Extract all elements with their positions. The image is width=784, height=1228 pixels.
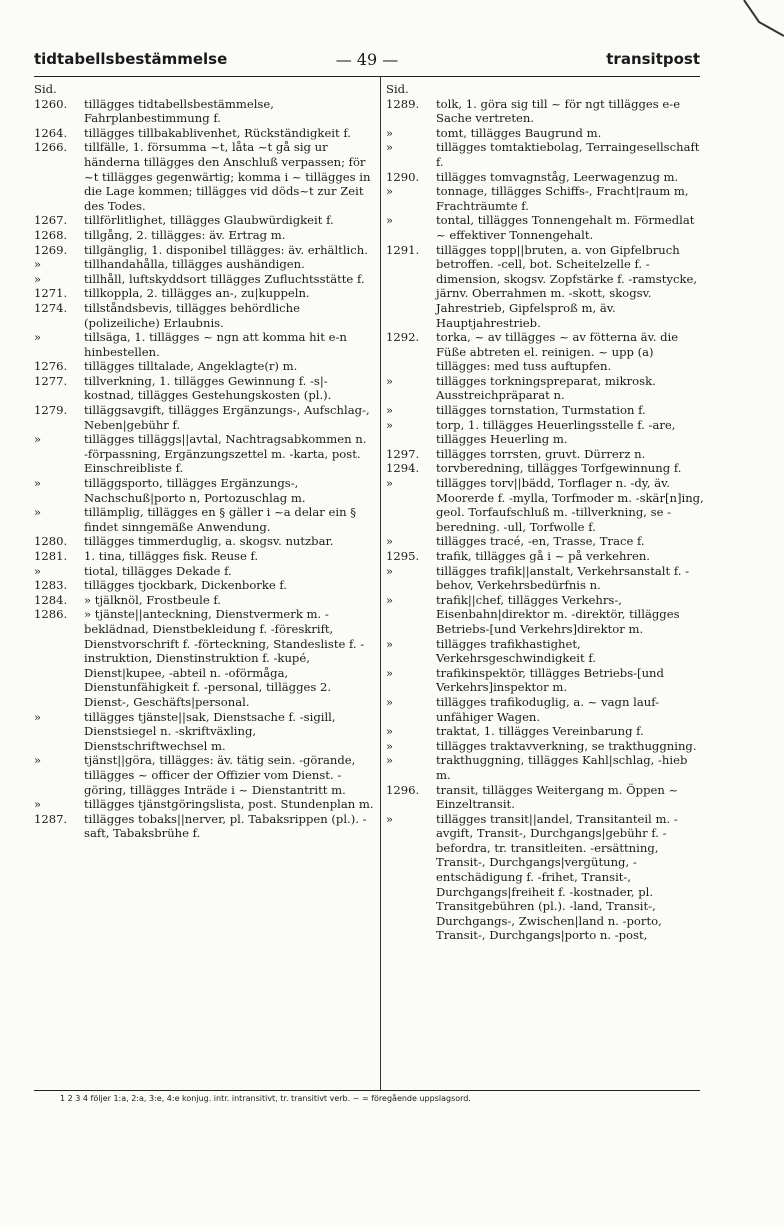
dictionary-entry (34, 564, 374, 579)
entry-text: tjänst||göra, tillägges: äv. tätig sein. -görande, tillägges ~ officer der Offizier vom Dienst. -göring, tillägges Inträde i ~ Dienstantritt m. (84, 753, 356, 797)
entry-text: tillägges trafik||anstalt, Verkehrsanstalt f. -behov, Verkehrsbedürfnis n. (436, 563, 690, 593)
dictionary-entry (34, 476, 374, 505)
entry-page-ref: 1294. (386, 461, 420, 476)
entry-text: tillägges tilläggs||avtal, Nachtragsabkommen n. -förpassning, Ergänzungszettel m. -karta, post. Einschreibliste f. (84, 432, 367, 476)
entry-page-ref: 1287. (34, 811, 68, 826)
entry-text: » tjänste||anteckning, Dienstvermerk m. -beklädnad, Dienstbekleidung f. -föreskrift, Dienstvorschrift f. -förteckning, Standesliste f. -instruktion, Dienstinstruktion f. -kupé, Dienst|kupee, -abteil n. -oförmåga, Dienstunfähigkeit f. -personal, tillägges 2. Dienst-, Geschäfts|personal. (84, 607, 365, 709)
entry-page-ref: 1271. (34, 286, 68, 301)
entry-page-ref: 1276. (34, 359, 68, 374)
entry-page-ref: 1274. (34, 300, 68, 315)
entry-text: tillämplig, tillägges en § gäller i ~a delar ein § findet sinngemäße Anwendung. (84, 505, 357, 534)
dictionary-entry (34, 330, 374, 359)
dictionary-entry (386, 549, 704, 564)
dictionary-entry (34, 812, 374, 841)
entry-text: tillägges traktavverkning, se trakthuggning. (436, 738, 697, 753)
dictionary-entry (34, 228, 374, 243)
dictionary-entry (386, 724, 704, 739)
entry-page-ref: 1286. (34, 607, 68, 622)
dictionary-entry (386, 695, 704, 724)
entry-page-ref: » (34, 257, 42, 272)
entry-page-ref: 1284. (34, 592, 68, 607)
entry-page-ref: 1296. (386, 782, 420, 797)
entry-page-ref: » (386, 417, 394, 432)
dictionary-entry (34, 374, 374, 403)
dictionary-entry (34, 126, 374, 141)
dictionary-entry (386, 637, 704, 666)
dictionary-entry (386, 418, 704, 447)
header-rule (34, 76, 700, 77)
entry-text: tillägges tornstation, Turmstation f. (436, 403, 646, 418)
entry-page-ref: 1283. (34, 578, 68, 593)
dictionary-entry (34, 359, 374, 374)
entry-page-ref: » (386, 403, 394, 418)
entry-page-ref: » (34, 797, 42, 812)
entry-page-ref: » (34, 330, 42, 345)
entry-page-ref: 1289. (386, 96, 420, 111)
footnote: 1 2 3 4 följer 1:a, 2:a, 3:e, 4:e konjug. intr. intransitivt, tr. transitivt verb. ~ = föregående uppslagsord. (60, 1094, 471, 1103)
dictionary-entry (386, 739, 704, 754)
entry-text: tillägges trafikoduglig, a. ~ vagn lauf-unfähiger Wagen. (436, 694, 660, 724)
entry-page-ref: 1281. (34, 549, 68, 563)
entry-text: tillägges tjänstgöringslista, post. Stundenplan m. (84, 797, 374, 812)
entry-text: tillägges torkningspreparat, mikrosk. Ausstreichpräparat n. (436, 373, 656, 403)
dictionary-entry (386, 534, 704, 549)
entry-text: 1. tina, tillägges fisk. Reuse f. (84, 549, 259, 563)
dictionary-entry (34, 593, 374, 608)
header-right-keyword: transitpost (606, 50, 700, 68)
entry-page-ref: » (34, 271, 42, 286)
dictionary-entry (34, 82, 374, 97)
dictionary-entry (34, 213, 374, 228)
entry-page-ref: » (386, 665, 394, 680)
entry-text: tillägges tjockbark, Dickenborke f. (84, 578, 287, 593)
entry-text: tonnage, tillägges Schiffs-, Fracht|raum m, Frachträumte f. (436, 184, 689, 213)
entry-page-ref: 1292. (386, 330, 420, 345)
entry-page-ref: » (386, 753, 394, 768)
entry-page-ref: 1297. (386, 446, 420, 461)
entry-text: tillhåll, luftskyddsort tillägges Zufluchtsstätte f. (84, 271, 365, 286)
column-divider (380, 76, 381, 1090)
entry-text: tillägges tilltalade, Angeklagte(r) m. (84, 359, 298, 374)
entry-text: transit, tillägges Weitergang m. Öppen ~ Einzeltransit. (436, 782, 679, 812)
dictionary-entry (386, 476, 704, 534)
entry-page-ref: » (386, 476, 394, 491)
dictionary-entry (34, 578, 374, 593)
dictionary-entry (34, 286, 374, 301)
entry-page-ref: » (34, 563, 42, 578)
entry-text: tiotal, tillägges Dekade f. (84, 563, 232, 578)
entry-page-ref: » (386, 636, 394, 651)
entry-text: tillverkning, 1. tillägges Gewinnung f. -s|-kostnad, tillägges Gestehungskosten (pl.). (84, 373, 332, 403)
entry-page-ref: 1260. (34, 96, 68, 111)
entry-text: torp, 1. tillägges Heuerlingsstelle f. -are, tillägges Heuerling m. (436, 417, 676, 447)
dictionary-entry (386, 126, 704, 141)
entry-page-ref: 1269. (34, 242, 68, 257)
entry-page-ref: » (34, 505, 42, 520)
entry-text: tillfälle, 1. försumma ~t, låta ~t gå sig ur händerna tillägges den Anschluß verpassen; för ~t tillägges gegenwärtig; komma i ~ tillägges in die Lage kommen; tillägges vid döds~t zur Zeit des Todes. (84, 140, 371, 213)
entry-page-ref: 1264. (34, 125, 68, 140)
entry-page-ref: » (386, 724, 394, 739)
left-column (34, 82, 374, 841)
header-left-keyword: tidtabellsbestämmelse (34, 50, 228, 68)
entry-page-ref: » (386, 140, 394, 155)
dictionary-entry (34, 797, 374, 812)
entry-page-ref: » (386, 213, 394, 228)
dictionary-entry (34, 607, 374, 709)
entry-text: tillägges tracé, -en, Trasse, Trace f. (436, 534, 645, 549)
dictionary-entry (34, 140, 374, 213)
entry-text: tillägges tomtaktiebolag, Terraingesellschaft f. (436, 140, 700, 169)
entry-text: tillhandahålla, tillägges aushändigen. (84, 257, 305, 272)
entry-text: tillägges tjänste||sak, Dienstsache f. -sigill, Dienstsiegel n. -skriftväxling, Dienstschriftwechsel m. (84, 709, 336, 753)
entry-page-ref: 1266. (34, 140, 68, 155)
entry-page-ref: » (34, 476, 42, 491)
entry-text: trakthuggning, tillägges Kahl|schlag, -hieb m. (436, 753, 688, 782)
dictionary-entry (34, 432, 374, 476)
entry-page-ref: 1290. (386, 169, 420, 184)
footer-rule (34, 1090, 700, 1091)
dictionary-entry (34, 97, 374, 126)
entry-text (436, 82, 704, 97)
dictionary-entry (386, 82, 704, 97)
entry-page-ref: » (386, 184, 394, 199)
entry-text: » tjälknöl, Frostbeule f. (84, 592, 221, 607)
right-column (386, 82, 704, 943)
running-header (34, 50, 700, 72)
entry-text: tillgång, 2. tillägges: äv. Ertrag m. (84, 227, 286, 242)
dictionary-entry (34, 549, 374, 564)
entry-text: torvberedning, tillägges Torfgewinnung f. (436, 461, 682, 476)
entry-page-ref: » (34, 753, 42, 768)
entry-text: tillägges topp||bruten, a. von Gipfelbruch betroffen. -cell, bot. Scheitelzelle f. -dimension, skogsv. Zopfstärke f. -ramstycke, järnv. Oberrahmen m. -skott, skogsv. Jahrestrieb, Gipfelsproß m, äv. Hauptjahrestrieb. (436, 242, 698, 330)
entry-page-ref: 1277. (34, 373, 68, 388)
dictionary-entry (386, 184, 704, 213)
entry-text: tillkoppla, 2. tillägges an-, zu|kuppeln. (84, 286, 310, 301)
dictionary-entry (34, 505, 374, 534)
entry-text: traktat, 1. tillägges Vereinbarung f. (436, 724, 644, 739)
dictionary-entry (386, 753, 704, 782)
dictionary-entry (34, 753, 374, 797)
entry-text: tillägges tomvagnståg, Leerwagenzug m. (436, 169, 679, 184)
dictionary-entry (386, 461, 704, 476)
dictionary-entry (34, 710, 374, 754)
dictionary-entry (34, 403, 374, 432)
dictionary-entry (34, 243, 374, 258)
entry-page-ref: » (34, 432, 42, 447)
entry-text: tillägges tidtabellsbestämmelse, Fahrplanbestimmung f. (84, 96, 274, 126)
entry-text: tillägges torrsten, gruvt. Dürrerz n. (436, 446, 646, 461)
entry-text: tomt, tillägges Baugrund m. (436, 125, 602, 140)
dictionary-entry (386, 812, 704, 943)
dictionary-entry (34, 301, 374, 330)
dictionary-entry (34, 534, 374, 549)
entry-page-ref: 1295. (386, 549, 420, 563)
entry-page-ref: 1267. (34, 213, 68, 228)
entry-text: tillståndsbevis, tillägges behördliche (polizeiliche) Erlaubnis. (84, 300, 300, 330)
entry-text (84, 82, 374, 97)
dictionary-entry (34, 272, 374, 287)
entry-page-ref: » (386, 694, 394, 709)
dictionary-entry (386, 97, 704, 126)
page-corner-fold (724, 0, 784, 50)
dictionary-entry (386, 783, 704, 812)
entry-page-ref: Sid. (386, 82, 409, 96)
entry-text: tillägges tillbakablivenhet, Rückständigkeit f. (84, 125, 351, 140)
entry-page-ref: 1268. (34, 227, 68, 242)
entry-text: tillägges torv||bädd, Torflager n. -dy, äv. Moorerde f. -mylla, Torfmoder m. -skär[n]ing, geol. Torfaufschluß m. -tillverkning, se -beredning. -ull, Torfwolle f. (436, 476, 704, 534)
dictionary-entry (386, 170, 704, 185)
entry-page-ref: » (386, 373, 394, 388)
entry-text: tilläggsavgift, tillägges Ergänzungs-, Aufschlag-, Neben|gebühr f. (84, 403, 370, 432)
entry-page-ref: Sid. (34, 82, 57, 96)
entry-text: tillsäga, 1. tillägges ~ ngn att komma hit e-n hinbestellen. (84, 330, 347, 359)
dictionary-entry (386, 666, 704, 695)
entry-page-ref: » (34, 709, 42, 724)
dictionary-entry (386, 564, 704, 593)
entry-text: torka, ~ av tillägges ~ av fötterna äv. die Füße abtreten el. reinigen. ~ upp (a) tillägges: med tuss auftupfen. (436, 330, 679, 374)
dictionary-entry (386, 374, 704, 403)
entry-text: tillägges tobaks||nerver, pl. Tabaksrippen (pl.). -saft, Tabaksbrühe f. (84, 811, 367, 841)
entry-page-ref: 1279. (34, 403, 68, 418)
entry-page-ref: » (386, 592, 394, 607)
dictionary-entry (386, 593, 704, 637)
entry-page-ref: 1280. (34, 534, 68, 549)
entry-page-ref: » (386, 534, 394, 549)
dictionary-entry (386, 243, 704, 331)
page-number: — 49 — (335, 50, 399, 69)
dictionary-entry (386, 330, 704, 374)
entry-text: tillgänglig, 1. disponibel tillägges: äv. erhältlich. (84, 242, 368, 257)
entry-text: tillförlitlighet, tillägges Glaubwürdigkeit f. (84, 213, 334, 228)
entry-text: tontal, tillägges Tonnengehalt m. Förmedlat ~ effektiver Tonnengehalt. (436, 213, 695, 242)
entry-text: tillägges trafikhastighet, Verkehrsgeschwindigkeit f. (436, 636, 596, 666)
entry-page-ref: » (386, 563, 394, 578)
entry-text: tillägges timmerduglig, a. skogsv. nutzbar. (84, 534, 334, 549)
dictionary-entry (386, 213, 704, 242)
dictionary-entry (386, 447, 704, 462)
entry-page-ref: » (386, 811, 394, 826)
entry-text: tolk, 1. göra sig till ~ för ngt tillägges e-e Sache vertreten. (436, 96, 681, 126)
entry-text: trafik, tillägges gå i ~ på verkehren. (436, 549, 650, 563)
dictionary-entry (34, 257, 374, 272)
entry-page-ref: » (386, 738, 394, 753)
dictionary-entry (386, 403, 704, 418)
entry-page-ref: 1291. (386, 242, 420, 257)
entry-text: trafik||chef, tillägges Verkehrs-, Eisenbahn|direktor m. -direktör, tillägges Betriebs-[und Verkehrs]direktor m. (436, 592, 680, 636)
dictionary-entry (386, 140, 704, 169)
entry-text: tillägges transit||andel, Transitanteil m. -avgift, Transit-, Durchgangs|gebühr f. -befordra, tr. transitleiten. -ersättning, Transit-, Durchgangs|vergütung, -entschädigung f. -frihet, Transit-, Durchgangs|freiheit f. -kostnader, pl. Transitgebühren (pl.). -land, Transit-, Durchgangs-, Zwischen|land n. -porto, Transit-, Durchgangs|porto n. -post, (436, 811, 678, 943)
entry-page-ref: » (386, 125, 394, 140)
entry-text: trafikinspektör, tillägges Betriebs-[und Verkehrs]inspektor m. (436, 665, 664, 695)
entry-text: tilläggsporto, tillägges Ergänzungs-, Nachschuß|porto n, Portozuschlag m. (84, 476, 306, 505)
